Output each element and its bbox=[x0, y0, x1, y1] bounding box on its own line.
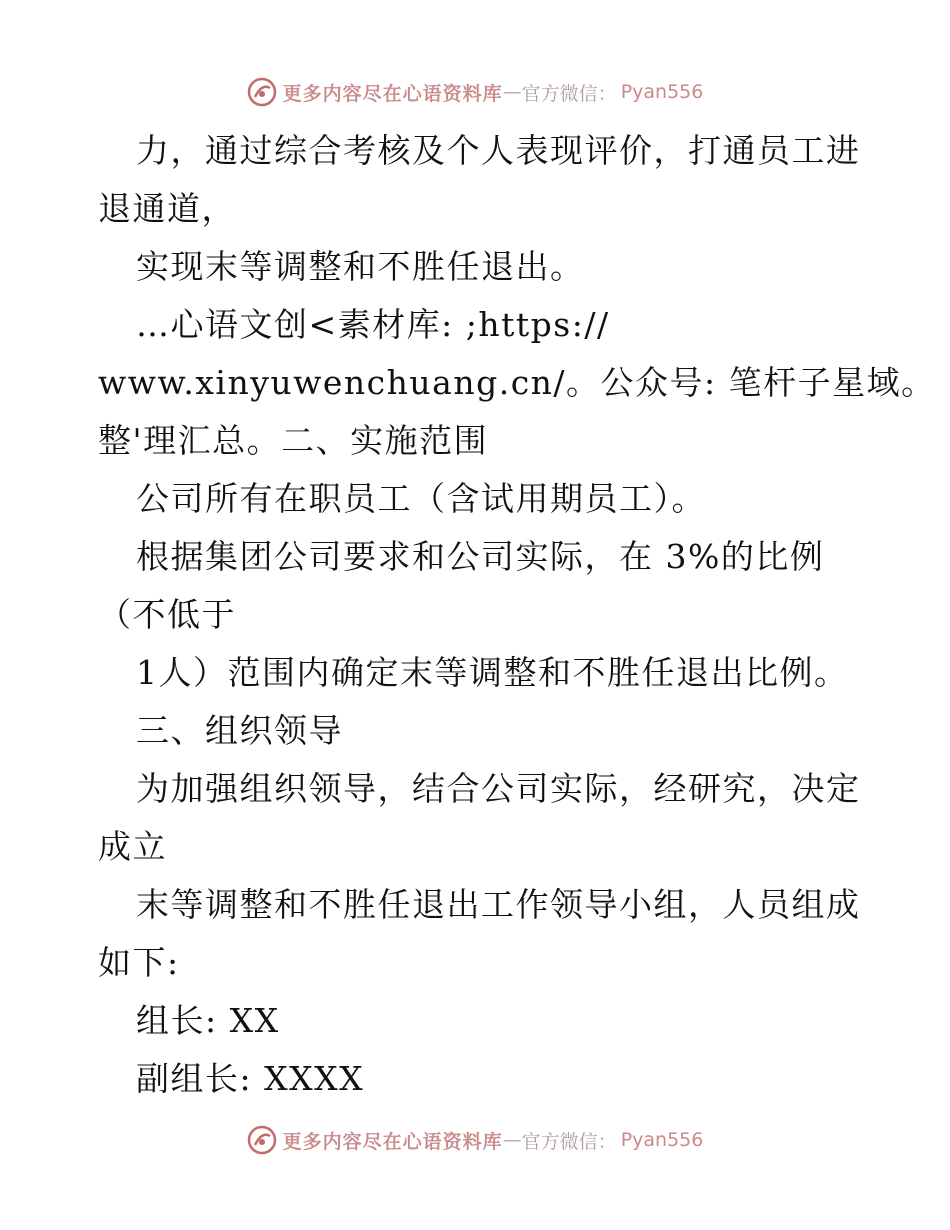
watermark-separator: — bbox=[502, 81, 522, 103]
text-line: 为加强组织领导，结合公司实际，经研究，决定 bbox=[136, 769, 861, 808]
section-heading: 三、组织领导 bbox=[136, 711, 343, 750]
header-watermark bbox=[0, 72, 950, 112]
text-line: 力，通过综合考核及个人表现评价，打通员工进 bbox=[136, 131, 861, 170]
watermark-logo-icon bbox=[247, 1125, 277, 1155]
watermark-wechat-label: 官方微信： bbox=[521, 82, 617, 105]
text-line: 根据集团公司要求和公司实际，在 3%的比例 bbox=[136, 537, 825, 576]
watermark-separator: — bbox=[502, 1129, 522, 1151]
text-line: 如下: bbox=[98, 943, 180, 982]
text-line: 退通道， bbox=[98, 189, 236, 228]
text-line: 成立 bbox=[98, 827, 167, 866]
text-line: 末等调整和不胜任退出工作领导小组，人员组成 bbox=[136, 885, 861, 924]
text-line: 公司所有在职员工（含试用期员工）。 bbox=[136, 479, 706, 518]
watermark-title: 更多内容尽在心语资料库 bbox=[282, 1130, 503, 1153]
watermark-wechat-id: Pyan556 bbox=[620, 1129, 704, 1151]
text-line: www.xinyuwenchuang.cn/。公众号: 笔杆子星域。 bbox=[98, 363, 936, 402]
section-heading-line: 整'理汇总。二、实施范围 bbox=[98, 421, 489, 460]
watermark-wechat-id: Pyan556 bbox=[620, 81, 704, 103]
text-line: 实现末等调整和不胜任退出。 bbox=[136, 247, 585, 286]
watermark-wechat-label: 官方微信： bbox=[521, 1130, 617, 1153]
text-line: 副组长: XXXX bbox=[136, 1059, 365, 1098]
text-line: …心语文创<素材库: ;https:// bbox=[136, 305, 610, 344]
watermark-title: 更多内容尽在心语资料库 bbox=[282, 82, 503, 105]
watermark-logo-icon bbox=[247, 77, 277, 107]
text-line: 1人）范围内确定末等调整和不胜任退出比例。 bbox=[136, 653, 849, 692]
text-line: 组长: XX bbox=[136, 1001, 280, 1040]
text-line: （不低于 bbox=[98, 595, 236, 634]
document-body bbox=[98, 122, 936, 1108]
footer-watermark bbox=[0, 1120, 950, 1160]
